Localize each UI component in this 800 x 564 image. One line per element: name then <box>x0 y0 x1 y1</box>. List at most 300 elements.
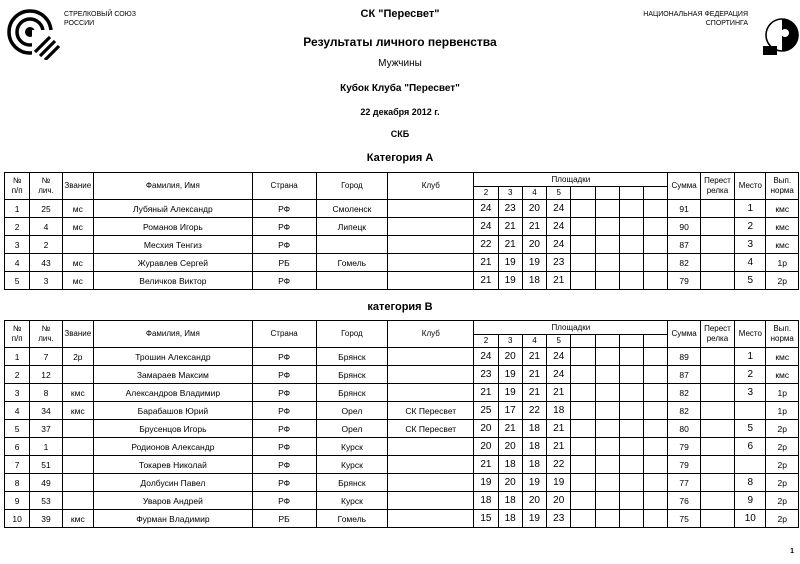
cell-shootoff <box>700 438 734 456</box>
cell-area-score: 21 <box>474 254 498 272</box>
cell-club <box>388 272 474 290</box>
cell-area-score: 19 <box>547 474 571 492</box>
org-right-line1: НАЦИОНАЛЬНАЯ ФЕДЕРАЦИЯ <box>643 11 748 18</box>
header-line: № <box>41 324 51 333</box>
cell-area-score: 19 <box>498 366 522 384</box>
cell-area-score: 19 <box>474 474 498 492</box>
cell-rank <box>62 474 93 492</box>
header-line: норма <box>770 186 794 195</box>
cell-shootoff <box>700 272 734 290</box>
cell-shootoff <box>700 456 734 474</box>
cell-area-score <box>644 348 668 366</box>
area-number-header: 4 <box>522 335 546 348</box>
col-norm-header <box>766 321 799 348</box>
cell-shootoff <box>700 474 734 492</box>
cell-country: РФ <box>252 384 316 402</box>
cell-norm: кмс <box>766 348 799 366</box>
cell-club <box>388 492 474 510</box>
cell-club <box>388 254 474 272</box>
cell-area-score <box>619 218 643 236</box>
cell-lic: 1 <box>30 438 62 456</box>
cell-name: Величков Виктор <box>93 272 252 290</box>
cell-norm: 2р <box>766 474 799 492</box>
cell-norm: 2р <box>766 456 799 474</box>
cell-norm: 2р <box>766 438 799 456</box>
cell-norm: 2р <box>766 272 799 290</box>
cell-lic: 51 <box>30 456 62 474</box>
cell-area-score: 19 <box>498 384 522 402</box>
cell-place: 5 <box>735 420 766 438</box>
cell-area-score: 22 <box>522 402 546 420</box>
cell-area-score: 18 <box>522 420 546 438</box>
cell-sum: 75 <box>668 510 700 528</box>
cell-city <box>316 272 388 290</box>
cell-area-score <box>595 236 619 254</box>
cell-shootoff <box>700 384 734 402</box>
cell-area-score <box>644 474 668 492</box>
header-line: № <box>41 176 51 185</box>
cell-club <box>388 474 474 492</box>
area-number-header <box>595 187 619 200</box>
cell-name: Александров Владимир <box>93 384 252 402</box>
cell-num: 8 <box>5 474 30 492</box>
cell-sum: 76 <box>668 492 700 510</box>
cell-city: Брянск <box>316 348 388 366</box>
area-number-header <box>619 187 643 200</box>
area-number-header <box>644 335 668 348</box>
cell-area-score <box>571 384 595 402</box>
cell-area-score <box>619 474 643 492</box>
cell-name: Замараев Максим <box>93 366 252 384</box>
table-row <box>5 492 799 510</box>
cell-area-score: 23 <box>547 254 571 272</box>
cell-sum: 87 <box>668 366 700 384</box>
cell-country: РБ <box>252 254 316 272</box>
cell-area-score: 21 <box>547 438 571 456</box>
cell-rank <box>62 438 93 456</box>
cell-place: 4 <box>735 254 766 272</box>
cell-area-score <box>571 474 595 492</box>
cell-city <box>316 236 388 254</box>
results-table-category-b <box>4 320 799 528</box>
category-a-title: Категория А <box>366 152 434 164</box>
cell-num: 2 <box>5 218 30 236</box>
col-shootoff-header <box>700 321 734 348</box>
table-row <box>5 438 799 456</box>
cell-area-score <box>644 254 668 272</box>
cell-area-score <box>571 254 595 272</box>
cell-area-score <box>644 492 668 510</box>
cell-shootoff <box>700 348 734 366</box>
cell-club <box>388 384 474 402</box>
page-title: Результаты личного первенства <box>303 35 497 49</box>
cell-rank: мс <box>62 200 93 218</box>
cell-norm: 2р <box>766 492 799 510</box>
results-table-category-a <box>4 172 799 290</box>
table-row <box>5 402 799 420</box>
cell-place: 1 <box>735 348 766 366</box>
cell-rank: мс <box>62 272 93 290</box>
cell-shootoff <box>700 420 734 438</box>
cell-place <box>735 402 766 420</box>
page-number: 1 <box>790 548 794 555</box>
cell-num: 4 <box>5 254 30 272</box>
cell-area-score <box>595 384 619 402</box>
cell-area-score <box>619 420 643 438</box>
cell-area-score <box>644 384 668 402</box>
cell-area-score <box>619 200 643 218</box>
cell-sum: 89 <box>668 348 700 366</box>
table-row <box>5 272 799 290</box>
table-row <box>5 384 799 402</box>
header-line: Перест <box>704 324 731 333</box>
header-line: п/п <box>11 334 23 343</box>
col-name-header: Фамилия, Имя <box>93 173 252 200</box>
cell-area-score <box>595 474 619 492</box>
cell-name: Уваров Андрей <box>93 492 252 510</box>
cell-area-score <box>644 456 668 474</box>
cell-rank: мс <box>62 254 93 272</box>
cell-rank: 2р <box>62 348 93 366</box>
cell-country: РФ <box>252 236 316 254</box>
cell-area-score <box>595 456 619 474</box>
cell-lic: 3 <box>30 272 62 290</box>
cell-rank: кмс <box>62 402 93 420</box>
cell-area-score: 20 <box>522 492 546 510</box>
cell-area-score: 22 <box>474 236 498 254</box>
cell-shootoff <box>700 200 734 218</box>
cell-city: Гомель <box>316 510 388 528</box>
cell-area-score <box>619 348 643 366</box>
col-areas-header: Площадки <box>474 321 668 335</box>
cell-rank <box>62 236 93 254</box>
cell-area-score <box>619 492 643 510</box>
cell-area-score: 21 <box>474 384 498 402</box>
cell-country: РФ <box>252 366 316 384</box>
cell-norm: 1р <box>766 384 799 402</box>
cell-area-score <box>571 366 595 384</box>
cell-sum: 82 <box>668 402 700 420</box>
cell-area-score: 24 <box>547 218 571 236</box>
cell-sum: 79 <box>668 438 700 456</box>
table-row <box>5 510 799 528</box>
cell-norm: 2р <box>766 420 799 438</box>
cell-area-score: 20 <box>498 348 522 366</box>
col-city-header: Город <box>316 173 388 200</box>
cell-city: Курск <box>316 438 388 456</box>
cell-area-score: 18 <box>522 456 546 474</box>
cell-rank: мс <box>62 218 93 236</box>
header-line: Перест <box>704 176 731 185</box>
cell-sum: 77 <box>668 474 700 492</box>
cell-area-score: 20 <box>474 420 498 438</box>
table-row <box>5 366 799 384</box>
cell-area-score: 21 <box>474 456 498 474</box>
cell-area-score <box>571 492 595 510</box>
group-label: Мужчины <box>378 58 422 69</box>
org-left-line1: СТРЕЛКОВЫЙ СОЮЗ <box>64 11 136 18</box>
cell-rank: кмс <box>62 510 93 528</box>
cell-city: Брянск <box>316 366 388 384</box>
org-left-line2: РОССИИ <box>64 20 95 27</box>
col-shootoff-header <box>700 173 734 200</box>
header-line: Вып. <box>773 176 792 185</box>
cell-area-score: 19 <box>522 474 546 492</box>
cell-lic: 43 <box>30 254 62 272</box>
col-club-header: Клуб <box>388 173 474 200</box>
cell-area-score <box>619 402 643 420</box>
cell-club <box>388 438 474 456</box>
cell-num: 7 <box>5 456 30 474</box>
area-number-header <box>619 335 643 348</box>
area-number-header <box>644 187 668 200</box>
cell-place: 2 <box>735 366 766 384</box>
cell-area-score: 20 <box>474 438 498 456</box>
cell-city: Липецк <box>316 218 388 236</box>
cell-club <box>388 200 474 218</box>
header-line: Вып. <box>773 324 792 333</box>
area-number-header: 4 <box>522 187 546 200</box>
cell-area-score <box>595 348 619 366</box>
cell-norm: 1р <box>766 402 799 420</box>
cell-area-score: 17 <box>498 402 522 420</box>
cell-area-score <box>619 456 643 474</box>
cell-area-score <box>571 510 595 528</box>
area-number-header: 5 <box>547 187 571 200</box>
cell-area-score <box>644 236 668 254</box>
cell-area-score <box>644 402 668 420</box>
cell-club <box>388 456 474 474</box>
cell-area-score: 20 <box>522 236 546 254</box>
cell-shootoff <box>700 254 734 272</box>
cell-rank <box>62 366 93 384</box>
table-row <box>5 254 799 272</box>
club-title: СК "Пересвет" <box>360 8 440 20</box>
cell-area-score: 18 <box>498 456 522 474</box>
cell-area-score: 21 <box>498 218 522 236</box>
cell-area-score <box>595 200 619 218</box>
cell-area-score: 24 <box>474 218 498 236</box>
discipline-label: СКБ <box>390 129 410 139</box>
table-row <box>5 236 799 254</box>
cell-name: Барабашов Юрий <box>93 402 252 420</box>
cell-name: Романов Игорь <box>93 218 252 236</box>
cell-area-score: 19 <box>522 510 546 528</box>
cell-city: Курск <box>316 492 388 510</box>
cell-country: РФ <box>252 200 316 218</box>
cell-area-score: 20 <box>547 492 571 510</box>
org-right-line2: СПОРТИНГА <box>705 20 748 27</box>
cell-city: Гомель <box>316 254 388 272</box>
cell-area-score: 21 <box>547 420 571 438</box>
cell-name: Родионов Александр <box>93 438 252 456</box>
area-number-header <box>595 335 619 348</box>
cell-area-score: 18 <box>474 492 498 510</box>
area-number-header: 3 <box>498 335 522 348</box>
table-row <box>5 474 799 492</box>
cell-sum: 82 <box>668 254 700 272</box>
cell-place: 5 <box>735 272 766 290</box>
cell-club: СК Пересвет <box>388 402 474 420</box>
cell-city: Смоленск <box>316 200 388 218</box>
table-row <box>5 218 799 236</box>
cell-area-score: 18 <box>498 492 522 510</box>
cell-lic: 34 <box>30 402 62 420</box>
header-line: релка <box>706 334 729 343</box>
cell-area-score <box>619 254 643 272</box>
cell-area-score: 18 <box>522 438 546 456</box>
col-sum-header: Сумма <box>668 321 700 348</box>
cell-club <box>388 366 474 384</box>
cell-country: РФ <box>252 348 316 366</box>
cell-country: РБ <box>252 510 316 528</box>
cell-area-score: 23 <box>474 366 498 384</box>
cell-city: Курск <box>316 456 388 474</box>
col-rank-header: Звание <box>62 173 93 200</box>
cell-country: РФ <box>252 218 316 236</box>
cell-area-score <box>571 348 595 366</box>
cell-lic: 2 <box>30 236 62 254</box>
col-place-header: Место <box>735 321 766 348</box>
cell-rank <box>62 420 93 438</box>
cell-area-score: 24 <box>474 348 498 366</box>
cell-area-score <box>644 200 668 218</box>
cell-area-score <box>595 492 619 510</box>
cell-sum: 90 <box>668 218 700 236</box>
cell-name: Брусенцов Игорь <box>93 420 252 438</box>
header-line: п/п <box>11 186 23 195</box>
col-areas-header: Площадки <box>474 173 668 187</box>
cell-num: 10 <box>5 510 30 528</box>
cell-country: РФ <box>252 402 316 420</box>
cell-num: 5 <box>5 420 30 438</box>
cell-area-score <box>571 272 595 290</box>
cell-area-score: 23 <box>498 200 522 218</box>
cell-area-score: 25 <box>474 402 498 420</box>
cell-num: 4 <box>5 402 30 420</box>
cell-area-score: 24 <box>474 200 498 218</box>
cell-country: РФ <box>252 456 316 474</box>
cell-norm: кмс <box>766 366 799 384</box>
cell-area-score <box>595 438 619 456</box>
cell-area-score <box>619 510 643 528</box>
cell-lic: 12 <box>30 366 62 384</box>
cell-area-score: 24 <box>547 348 571 366</box>
cell-sum: 91 <box>668 200 700 218</box>
cell-area-score: 18 <box>498 510 522 528</box>
cell-sum: 82 <box>668 384 700 402</box>
cell-sum: 79 <box>668 272 700 290</box>
area-number-header: 3 <box>498 187 522 200</box>
cell-city: Брянск <box>316 474 388 492</box>
cell-num: 1 <box>5 348 30 366</box>
cell-num: 3 <box>5 384 30 402</box>
cell-area-score <box>619 272 643 290</box>
cell-area-score <box>595 510 619 528</box>
cell-name: Трошин Александр <box>93 348 252 366</box>
cell-norm: кмс <box>766 200 799 218</box>
cell-place: 1 <box>735 200 766 218</box>
cell-place: 10 <box>735 510 766 528</box>
col-rank-header: Звание <box>62 321 93 348</box>
cell-name: Месхия Тенгиз <box>93 236 252 254</box>
category-b-title: категория В <box>367 301 433 313</box>
cell-country: РФ <box>252 492 316 510</box>
cell-shootoff <box>700 402 734 420</box>
cell-area-score <box>571 402 595 420</box>
cell-area-score: 18 <box>547 402 571 420</box>
cell-country: РФ <box>252 272 316 290</box>
col-lic-header <box>30 321 62 348</box>
cell-shootoff <box>700 510 734 528</box>
cell-area-score <box>595 402 619 420</box>
cell-num: 1 <box>5 200 30 218</box>
cell-name: Фурман Владимир <box>93 510 252 528</box>
cell-club: СК Пересвет <box>388 420 474 438</box>
col-lic-header <box>30 173 62 200</box>
cell-area-score: 21 <box>547 272 571 290</box>
col-sum-header: Сумма <box>668 173 700 200</box>
cell-place: 3 <box>735 236 766 254</box>
table-row <box>5 456 799 474</box>
cell-area-score <box>619 384 643 402</box>
cell-area-score <box>595 272 619 290</box>
cell-shootoff <box>700 236 734 254</box>
cell-club <box>388 348 474 366</box>
cell-club <box>388 236 474 254</box>
cell-area-score <box>571 438 595 456</box>
col-num-header <box>5 173 30 200</box>
col-place-header: Место <box>735 173 766 200</box>
cell-area-score <box>595 218 619 236</box>
cell-area-score <box>644 366 668 384</box>
cell-city: Орел <box>316 420 388 438</box>
table-row <box>5 420 799 438</box>
cell-sum: 87 <box>668 236 700 254</box>
cell-lic: 25 <box>30 200 62 218</box>
cell-area-score: 21 <box>522 384 546 402</box>
header-line: № <box>12 176 22 185</box>
cell-area-score: 19 <box>498 272 522 290</box>
cell-area-score <box>644 272 668 290</box>
cell-area-score <box>644 218 668 236</box>
cell-sum: 80 <box>668 420 700 438</box>
cell-area-score: 21 <box>522 366 546 384</box>
area-number-header: 2 <box>474 187 498 200</box>
table-row <box>5 348 799 366</box>
cell-place: 8 <box>735 474 766 492</box>
cup-title: Кубок Клуба "Пересвет" <box>340 83 460 94</box>
cell-country: РФ <box>252 474 316 492</box>
header-line: норма <box>770 334 794 343</box>
cell-area-score <box>571 218 595 236</box>
cell-area-score: 24 <box>547 366 571 384</box>
cell-area-score: 18 <box>522 272 546 290</box>
cell-num: 9 <box>5 492 30 510</box>
cell-norm: кмс <box>766 218 799 236</box>
cell-club <box>388 218 474 236</box>
cell-country: РФ <box>252 438 316 456</box>
cell-area-score <box>619 236 643 254</box>
cell-place: 9 <box>735 492 766 510</box>
cell-area-score <box>595 420 619 438</box>
cell-area-score: 21 <box>474 272 498 290</box>
col-name-header: Фамилия, Имя <box>93 321 252 348</box>
cell-area-score: 15 <box>474 510 498 528</box>
area-number-header: 5 <box>547 335 571 348</box>
cell-name: Токарев Николай <box>93 456 252 474</box>
cell-norm: 2р <box>766 510 799 528</box>
